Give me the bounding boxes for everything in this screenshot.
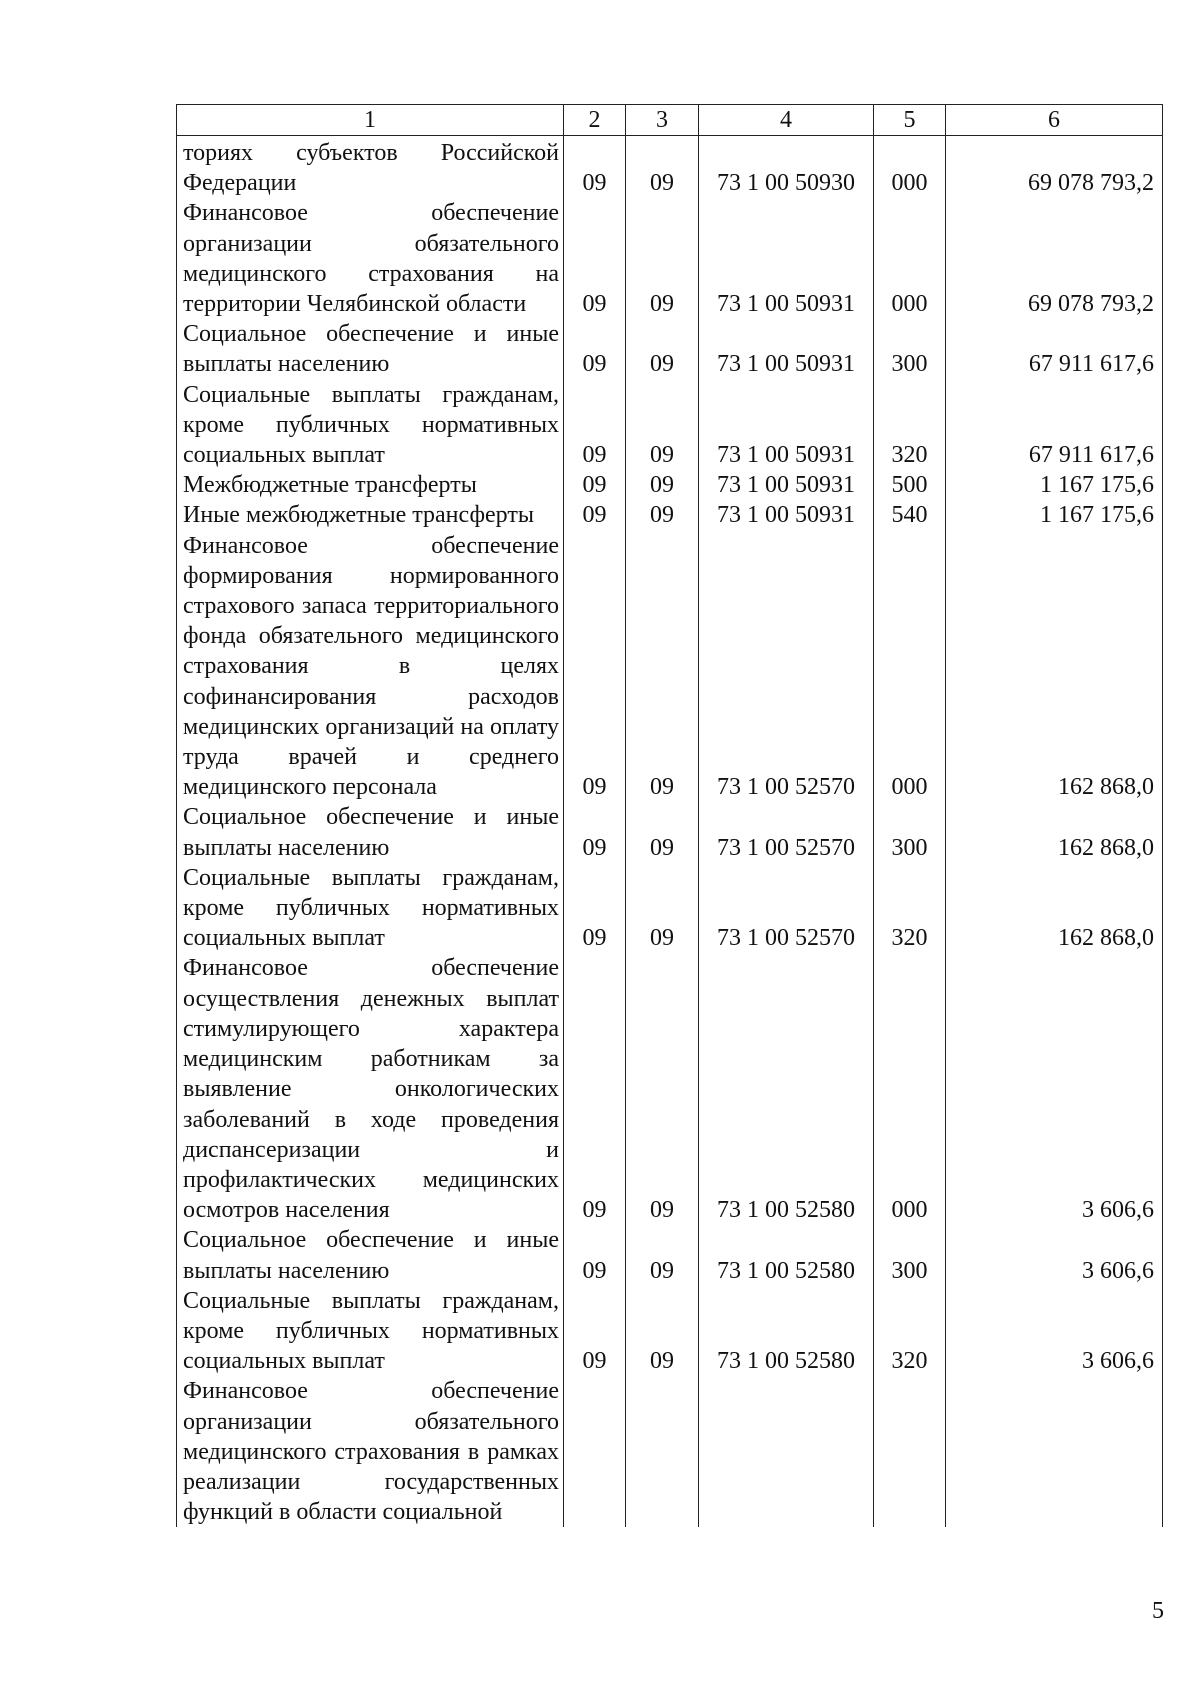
row-amount-cell: 3 606,6 <box>946 953 1163 1225</box>
row-section-cell: 09 <box>564 198 626 319</box>
table-row <box>177 136 1163 199</box>
row-name-cell: Социальные выплаты гражданам, кроме публичных нормативных социальных выплат <box>177 380 564 471</box>
row-name-cell: Финансовое обеспечение организации обязательного медицинского страхования на территории Челябинской области <box>177 198 564 319</box>
table-row <box>177 319 1163 379</box>
row-subsection-cell: 09 <box>626 1286 699 1377</box>
row-amount-cell: 1 167 175,6 <box>946 500 1163 530</box>
table-row <box>177 1225 1163 1285</box>
row-name-cell: ториях субъектов Российской Федерации <box>177 136 564 199</box>
row-target-article-cell: 73 1 00 52580 <box>699 1286 874 1377</box>
row-name-cell: Социальное обеспечение и иные выплаты населению <box>177 1225 564 1285</box>
row-amount-cell: 69 078 793,2 <box>946 198 1163 319</box>
row-expense-type-cell: 000 <box>874 198 946 319</box>
row-expense-type-cell: 300 <box>874 319 946 379</box>
table-row <box>177 802 1163 862</box>
row-name-cell: Межбюджетные трансферты <box>177 470 564 500</box>
row-target-article-cell: 73 1 00 50931 <box>699 198 874 319</box>
row-expense-type-cell: 500 <box>874 470 946 500</box>
row-target-article-cell: 73 1 00 52570 <box>699 531 874 803</box>
row-section-cell: 09 <box>564 802 626 862</box>
row-target-article-cell: 73 1 00 50931 <box>699 500 874 530</box>
row-amount-cell: 3 606,6 <box>946 1286 1163 1377</box>
row-target-article-cell: 73 1 00 52580 <box>699 1225 874 1285</box>
row-amount-cell: 3 606,6 <box>946 1225 1163 1285</box>
table-row <box>177 198 1163 319</box>
table-row <box>177 1286 1163 1377</box>
row-amount-cell: 162 868,0 <box>946 863 1163 954</box>
row-section-cell: 09 <box>564 470 626 500</box>
header-col-4: 4 <box>699 105 874 136</box>
row-section-cell: 09 <box>564 953 626 1225</box>
header-col-5: 5 <box>874 105 946 136</box>
row-subsection-cell: 09 <box>626 470 699 500</box>
row-section-cell: 09 <box>564 1225 626 1285</box>
row-expense-type-cell: 000 <box>874 531 946 803</box>
row-target-article-cell: 73 1 00 50931 <box>699 470 874 500</box>
table-row <box>177 531 1163 803</box>
row-subsection-cell: 09 <box>626 863 699 954</box>
row-name-cell: Иные межбюджетные трансферты <box>177 500 564 530</box>
row-name-cell: Социальные выплаты гражданам, кроме публичных нормативных социальных выплат <box>177 863 564 954</box>
table-row <box>177 863 1163 954</box>
header-col-3: 3 <box>626 105 699 136</box>
row-target-article-cell: 73 1 00 50930 <box>699 136 874 199</box>
row-name-cell: Социальное обеспечение и иные выплаты населению <box>177 802 564 862</box>
row-target-article-cell <box>699 1376 874 1527</box>
row-subsection-cell: 09 <box>626 953 699 1225</box>
row-subsection-cell: 09 <box>626 802 699 862</box>
row-expense-type-cell: 320 <box>874 380 946 471</box>
row-target-article-cell: 73 1 00 50931 <box>699 380 874 471</box>
row-subsection-cell: 09 <box>626 136 699 199</box>
header-col-2: 2 <box>564 105 626 136</box>
row-amount-cell: 162 868,0 <box>946 802 1163 862</box>
row-section-cell: 09 <box>564 863 626 954</box>
row-subsection-cell: 09 <box>626 1225 699 1285</box>
table-row <box>177 1376 1163 1527</box>
row-expense-type-cell: 540 <box>874 500 946 530</box>
page-number: 5 <box>1152 1598 1164 1624</box>
row-amount-cell: 162 868,0 <box>946 531 1163 803</box>
row-amount-cell <box>946 1376 1163 1527</box>
row-expense-type-cell: 320 <box>874 1286 946 1377</box>
row-amount-cell: 67 911 617,6 <box>946 319 1163 379</box>
header-row <box>177 105 1163 136</box>
table-row <box>177 470 1163 500</box>
row-expense-type-cell: 000 <box>874 136 946 199</box>
row-subsection-cell: 09 <box>626 531 699 803</box>
row-expense-type-cell: 300 <box>874 1225 946 1285</box>
row-expense-type-cell: 000 <box>874 953 946 1225</box>
row-target-article-cell: 73 1 00 52570 <box>699 802 874 862</box>
row-subsection-cell: 09 <box>626 198 699 319</box>
budget-table <box>176 104 1163 1527</box>
table-body <box>177 136 1163 1528</box>
row-subsection-cell: 09 <box>626 319 699 379</box>
row-target-article-cell: 73 1 00 50931 <box>699 319 874 379</box>
row-expense-type-cell: 320 <box>874 863 946 954</box>
table-row <box>177 953 1163 1225</box>
row-section-cell: 09 <box>564 136 626 199</box>
row-section-cell: 09 <box>564 500 626 530</box>
table-row <box>177 500 1163 530</box>
row-name-cell: Финансовое обеспечение осуществления денежных выплат стимулирующего характера медицинским работникам за выявление онкологических заболеваний в ходе проведения диспансеризации и профилактических медицинских осмотров населения <box>177 953 564 1225</box>
row-amount-cell: 69 078 793,2 <box>946 136 1163 199</box>
row-subsection-cell <box>626 1376 699 1527</box>
row-expense-type-cell <box>874 1376 946 1527</box>
row-amount-cell: 67 911 617,6 <box>946 380 1163 471</box>
row-section-cell: 09 <box>564 380 626 471</box>
row-expense-type-cell: 300 <box>874 802 946 862</box>
row-section-cell: 09 <box>564 531 626 803</box>
row-target-article-cell: 73 1 00 52580 <box>699 953 874 1225</box>
row-section-cell: 09 <box>564 1286 626 1377</box>
header-col-6: 6 <box>946 105 1163 136</box>
row-name-cell: Финансовое обеспечение формирования нормированного страхового запаса территориального фонда обязательного медицинского страхования в целях софинансирования расходов медицинских организаций на оплату труда врачей и среднего медицинского персонала <box>177 531 564 803</box>
table-row <box>177 380 1163 471</box>
row-name-cell: Финансовое обеспечение организации обязательного медицинского страхования в рамках реализации государственных функций в области социальной <box>177 1376 564 1527</box>
row-amount-cell: 1 167 175,6 <box>946 470 1163 500</box>
row-target-article-cell: 73 1 00 52570 <box>699 863 874 954</box>
row-section-cell <box>564 1376 626 1527</box>
row-name-cell: Социальные выплаты гражданам, кроме публичных нормативных социальных выплат <box>177 1286 564 1377</box>
row-subsection-cell: 09 <box>626 500 699 530</box>
header-col-1: 1 <box>177 105 564 136</box>
row-name-cell: Социальное обеспечение и иные выплаты населению <box>177 319 564 379</box>
row-subsection-cell: 09 <box>626 380 699 471</box>
row-section-cell: 09 <box>564 319 626 379</box>
